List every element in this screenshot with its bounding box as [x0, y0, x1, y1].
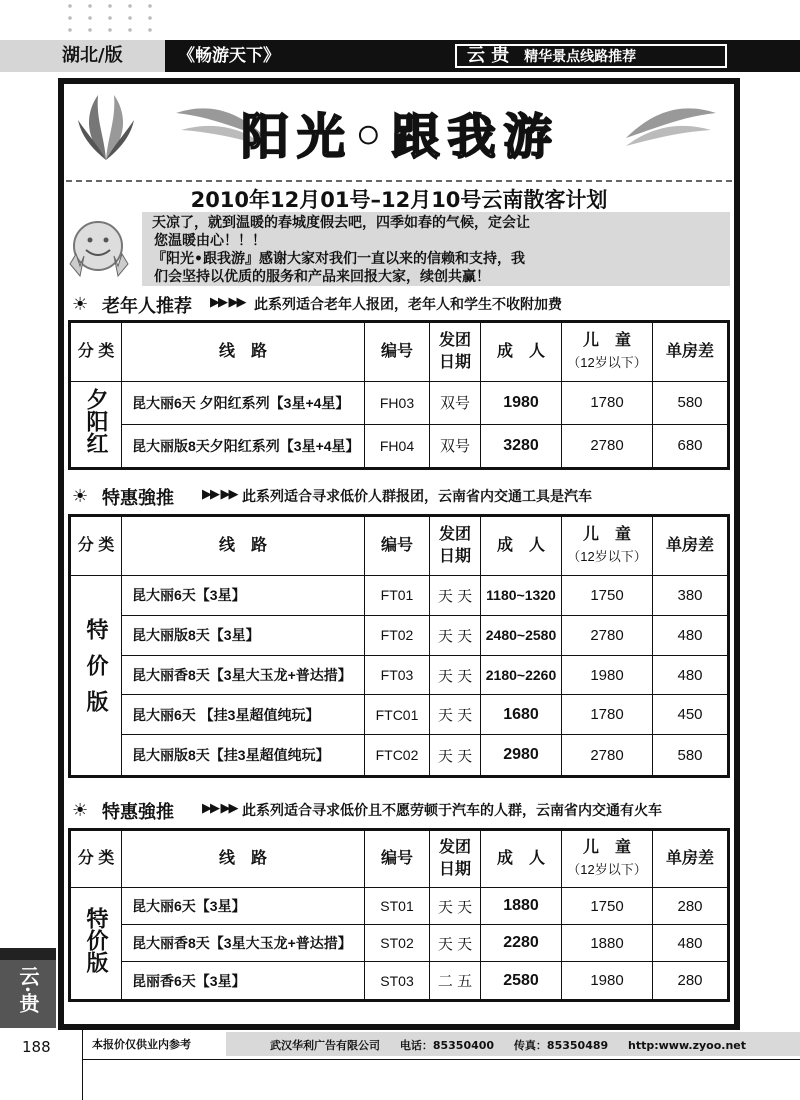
table-row: [70, 382, 729, 425]
adult-price: 2180~2260: [481, 655, 562, 695]
banner-title: 阳光•跟我游: [241, 109, 560, 165]
date-cell: 天 天: [430, 925, 481, 962]
footer-divider: [82, 1030, 83, 1100]
sun-icon: ☀: [72, 800, 89, 821]
col-code: 编号: [365, 830, 430, 888]
col-adult: 成 人: [481, 830, 562, 888]
col-child: 儿 童 （12岁以下）: [562, 322, 653, 382]
adult-price: 1880: [481, 888, 562, 925]
single-supplement: 480: [653, 925, 729, 962]
footer-divider: [82, 1059, 800, 1060]
single-supplement: 680: [653, 424, 729, 468]
col-category: 分 类: [70, 322, 122, 382]
route-cell: 昆大丽6天 夕阳红系列【3星+4星】: [122, 382, 365, 425]
date-cell: 二 五: [430, 962, 481, 1001]
section-heading-discount-bus: [66, 484, 736, 510]
code-cell: FH04: [365, 424, 430, 468]
section-description: 此系列适合寻求低价人群报团，云南省内交通工具是汽车: [242, 489, 592, 505]
side-tab-label: 云·贵: [16, 965, 40, 1013]
code-cell: FTC02: [365, 735, 430, 777]
intro-line: 们会坚持以优质的服务和产品来回报大家，续创共赢！: [154, 269, 490, 285]
footer-contact: [270, 1037, 762, 1053]
page-header-bar: [0, 40, 800, 72]
website: http:www.zyoo.net: [628, 1039, 746, 1052]
route-cell: 昆大丽6天【3星】: [122, 576, 365, 616]
col-category: 分 类: [70, 830, 122, 888]
adult-price: 1680: [481, 695, 562, 735]
child-price: 1750: [562, 576, 653, 616]
route-cell: 昆大丽香8天【3星大玉龙+普达措】: [122, 655, 365, 695]
col-adult: 成 人: [481, 322, 562, 382]
section-label: 老年人推荐: [102, 296, 192, 317]
col-route: 线 路: [122, 830, 365, 888]
single-supplement: 380: [653, 576, 729, 616]
route-table-discount-bus: [68, 514, 730, 778]
route-cell: 昆大丽6天【3星】: [122, 888, 365, 925]
route-cell: 昆丽香6天【3星】: [122, 962, 365, 1001]
sun-icon: ☀: [72, 294, 89, 315]
region-tag-big: 云 贵: [467, 45, 510, 66]
section-heading-senior: [66, 292, 736, 318]
date-cell: 天 天: [430, 576, 481, 616]
category-cell: 特价版: [70, 888, 122, 1001]
smiley-mascot-icon: [66, 214, 132, 284]
code-cell: FH03: [365, 382, 430, 425]
double-arrow-icon: ▶▶ ▶▶: [202, 801, 237, 816]
adult-price: 2580: [481, 962, 562, 1001]
col-date: 发团 日期: [430, 516, 481, 576]
region-label: 湖北/版: [0, 40, 165, 72]
side-tab-stripe: [0, 948, 56, 960]
region-side-tab: [0, 948, 56, 1028]
child-price: 1880: [562, 925, 653, 962]
adult-price: 3280: [481, 424, 562, 468]
table-row: [70, 735, 729, 777]
date-cell: 天 天: [430, 655, 481, 695]
table-row: [70, 615, 729, 655]
plan-title: 2010年12月01号–12月10号云南散客计划: [190, 188, 608, 212]
col-route: 线 路: [122, 322, 365, 382]
route-table-discount-train: [68, 828, 730, 1002]
section-description: 此系列适合老年人报团，老年人和学生不收附加费: [254, 297, 562, 313]
category-cell: 特价版: [70, 576, 122, 777]
single-supplement: 580: [653, 382, 729, 425]
section-heading-discount-train: [66, 798, 736, 824]
single-supplement: 480: [653, 655, 729, 695]
col-child: 儿 童 （12岁以下）: [562, 830, 653, 888]
double-arrow-icon: ▶▶ ▶▶: [202, 487, 237, 502]
col-adult: 成 人: [481, 516, 562, 576]
route-cell: 昆大丽香8天【3星大玉龙+普达措】: [122, 925, 365, 962]
code-cell: FT01: [365, 576, 430, 616]
route-cell: 昆大丽版8天【挂3星超值纯玩】: [122, 735, 365, 777]
brand-banner: [66, 86, 732, 178]
route-cell: 昆大丽版8天【3星】: [122, 615, 365, 655]
route-cell: 昆大丽6天 【挂3星超值纯玩】: [122, 695, 365, 735]
single-supplement: 480: [653, 615, 729, 655]
table-row: [70, 655, 729, 695]
date-cell: 天 天: [430, 888, 481, 925]
col-route: 线 路: [122, 516, 365, 576]
child-price: 1780: [562, 695, 653, 735]
region-tag-small: 精华景点线路推荐: [524, 49, 637, 65]
table-row: [70, 962, 729, 1001]
col-date: 发团 日期: [430, 830, 481, 888]
table-row: [70, 925, 729, 962]
adult-price: 2280: [481, 925, 562, 962]
col-single: 单房差: [653, 830, 729, 888]
fax: 传真：85350489: [513, 1039, 609, 1052]
right-wing-icon: [626, 98, 716, 158]
table-row: [70, 424, 729, 468]
code-cell: FTC01: [365, 695, 430, 735]
route-table-senior: [68, 320, 730, 470]
region-tag: [455, 44, 727, 68]
col-code: 编号: [365, 516, 430, 576]
table-row: [70, 888, 729, 925]
child-price: 1980: [562, 962, 653, 1001]
sun-wing-logo-icon: [76, 90, 136, 170]
category-cell: 夕阳红: [70, 382, 122, 469]
child-price: 2780: [562, 615, 653, 655]
company-name: 武汉华利广告有限公司: [270, 1039, 380, 1052]
code-cell: ST03: [365, 962, 430, 1001]
adult-price: 1180~1320: [481, 576, 562, 616]
adult-price: 2480~2580: [481, 615, 562, 655]
divider: [66, 180, 732, 182]
section-description: 此系列适合寻求低价且不愿劳顿于汽车的人群，云南省内交通有火车: [242, 803, 662, 819]
child-price: 1780: [562, 382, 653, 425]
code-cell: ST02: [365, 925, 430, 962]
col-code: 编号: [365, 322, 430, 382]
table-header-row: [70, 516, 729, 576]
col-child: 儿 童 （12岁以下）: [562, 516, 653, 576]
date-cell: 双号: [430, 382, 481, 425]
double-arrow-icon: ▶▶ ▶▶: [210, 295, 245, 310]
section-title: 《畅游天下》: [178, 46, 280, 66]
decorative-dots: [60, 0, 160, 40]
single-supplement: 580: [653, 735, 729, 777]
code-cell: FT03: [365, 655, 430, 695]
child-price: 2780: [562, 735, 653, 777]
phone: 电话：85350400: [399, 1039, 495, 1052]
code-cell: FT02: [365, 615, 430, 655]
date-cell: 双号: [430, 424, 481, 468]
intro-text: [152, 214, 728, 286]
child-price: 1750: [562, 888, 653, 925]
table-row: [70, 576, 729, 616]
table-header-row: [70, 830, 729, 888]
page-number: 188: [22, 1038, 51, 1056]
date-cell: 天 天: [430, 615, 481, 655]
code-cell: ST01: [365, 888, 430, 925]
intro-line: 您温暖由心！！！: [154, 233, 266, 249]
col-category: 分 类: [70, 516, 122, 576]
adult-price: 2980: [481, 735, 562, 777]
table-row: [70, 695, 729, 735]
date-cell: 天 天: [430, 735, 481, 777]
col-single: 单房差: [653, 322, 729, 382]
sun-icon: ☀: [72, 486, 89, 507]
single-supplement: 280: [653, 888, 729, 925]
date-cell: 天 天: [430, 695, 481, 735]
disclaimer: 本报价仅供业内参考: [92, 1038, 191, 1051]
adult-price: 1980: [481, 382, 562, 425]
intro-line: 『阳光•跟我游』感谢大家对我们一直以来的信赖和支持，我: [152, 251, 525, 267]
child-price: 2780: [562, 424, 653, 468]
route-cell: 昆大丽版8天夕阳红系列【3星+4星】: [122, 424, 365, 468]
single-supplement: 280: [653, 962, 729, 1001]
intro-line: 天凉了，就到温暖的春城度假去吧，四季如春的气候，定会让: [152, 215, 530, 231]
col-single: 单房差: [653, 516, 729, 576]
single-supplement: 450: [653, 695, 729, 735]
section-label: 特惠強推: [102, 488, 174, 509]
child-price: 1980: [562, 655, 653, 695]
table-header-row: [70, 322, 729, 382]
col-date: 发团 日期: [430, 322, 481, 382]
section-label: 特惠強推: [102, 802, 174, 823]
